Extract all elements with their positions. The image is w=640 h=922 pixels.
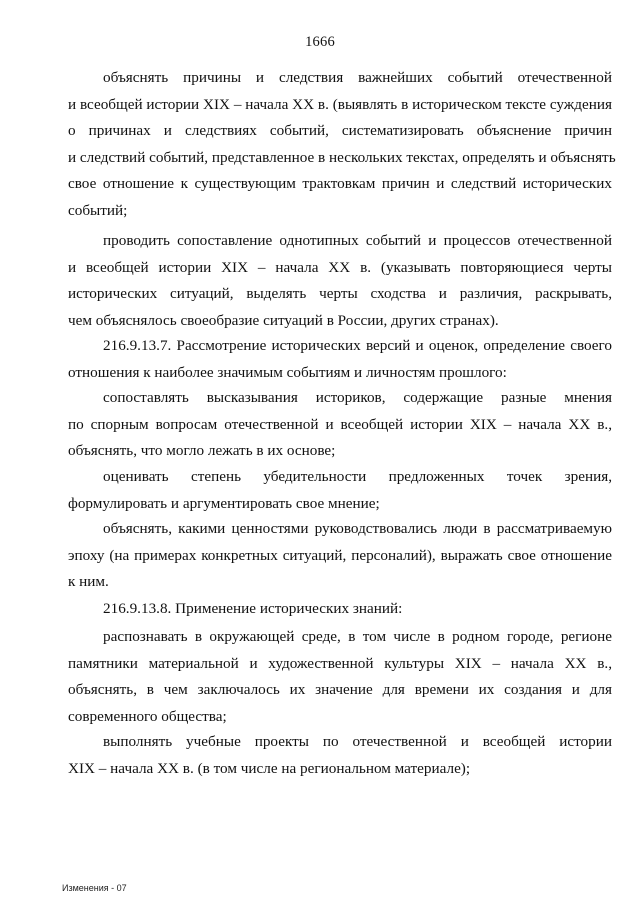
text-line: 216.9.13.7. Рассмотрение исторических версий и оценок, определение своего: [103, 337, 612, 354]
text-line: и следствий событий, представленное в нескольких текстах, определять и объяснять: [68, 148, 616, 166]
page-number: 1666: [305, 34, 335, 50]
footer-revision-note: Изменения - 07: [62, 883, 127, 893]
text-line: по спорным вопросам отечественной и всеобщей истории XIX – начала XX в.,: [68, 415, 612, 433]
text-line: сопоставлять высказывания историков, содержащие разные мнения: [103, 389, 612, 406]
paragraph-6: [68, 516, 612, 596]
text-line: объяснять, какими ценностями руководствовались люди в рассматриваемую: [103, 520, 612, 537]
text-line: и всеобщей истории XIX – начала XX в. (выявлять в историческом тексте суждения: [68, 95, 612, 113]
text-line: распознавать в окружающей среде, в том числе в родном городе, регионе: [103, 628, 612, 645]
text-line: современного общества;: [68, 707, 227, 725]
text-line: и всеобщей истории XIX – начала XX в. (указывать повторяющиеся черты: [68, 258, 612, 276]
paragraph-5: [68, 464, 612, 517]
text-line: 216.9.13.8. Применение исторических знаний:: [103, 600, 403, 617]
text-line: объяснять причины и следствия важнейших событий отечественной: [103, 69, 612, 86]
text-line: исторических ситуаций, выделять черты сходства и различия, раскрывать,: [68, 285, 612, 302]
paragraph-1: [68, 65, 616, 224]
text-line: событий;: [68, 201, 128, 219]
paragraph-9: [68, 729, 612, 782]
text-line: оценивать степень убедительности предложенных точек зрения,: [103, 468, 612, 485]
text-line: чем объяснялось своеобразие ситуаций в России, других странах).: [68, 311, 499, 329]
paragraph-2: [68, 228, 612, 334]
paragraph-7: [68, 596, 612, 623]
text-line: XIX – начала XX в. (в том числе на региональном материале);: [68, 759, 471, 777]
text-line: объяснять, в чем заключалось их значение для времени их создания и для: [68, 681, 612, 698]
text-line: выполнять учебные проекты по отечественной и всеобщей истории: [103, 733, 612, 750]
text-line: формулировать и аргументировать свое мнение;: [68, 494, 380, 512]
paragraph-8: [68, 624, 612, 730]
text-line: отношения к наиболее значимым событиям и личностям прошлого:: [68, 363, 507, 381]
text-line: свое отношение к существующим трактовкам причин и следствий исторических: [68, 175, 612, 192]
text-line: эпоху (на примерах конкретных ситуаций, персоналий), выражать свое отношение: [68, 546, 612, 564]
text-line: памятники материальной и художественной культуры XIX – начала XX в.,: [68, 654, 612, 672]
paragraph-3: [68, 333, 612, 386]
text-line: к ним.: [68, 573, 109, 590]
text-line: о причинах и следствиях событий, систематизировать объяснение причин: [68, 122, 612, 139]
paragraph-4: [68, 385, 612, 465]
text-line: проводить сопоставление однотипных событий и процессов отечественной: [103, 232, 612, 249]
text-line: объяснять, что могло лежать в их основе;: [68, 442, 336, 459]
